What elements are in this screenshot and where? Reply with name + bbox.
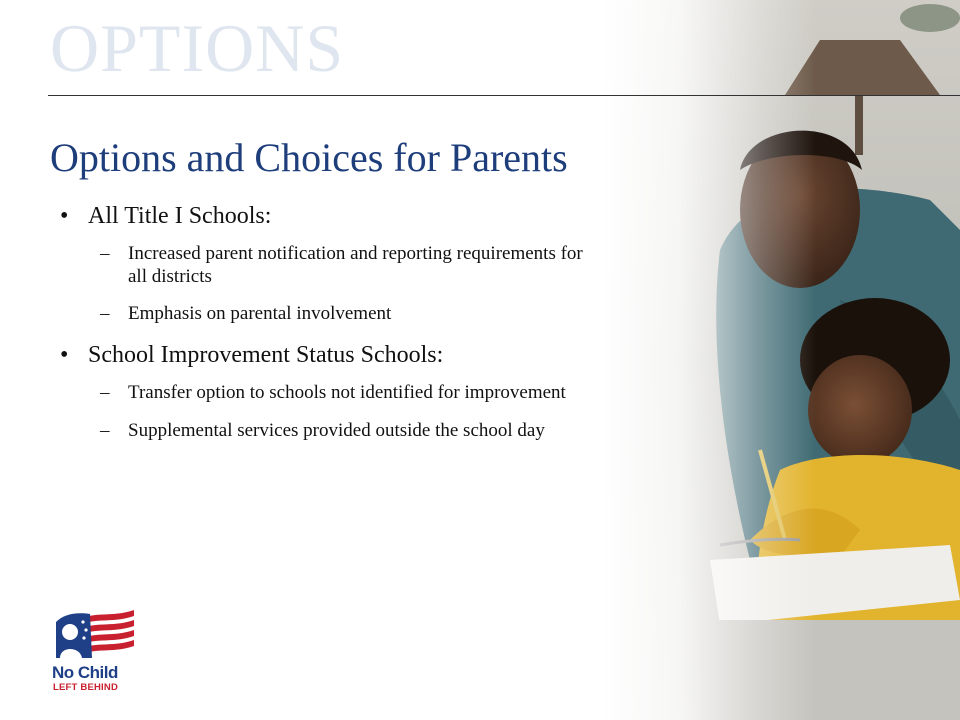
sub-bullet-marker: – bbox=[100, 242, 110, 264]
bullet-text: All Title I Schools: bbox=[88, 203, 272, 229]
bullet-item bbox=[60, 202, 620, 231]
sub-bullet-marker: – bbox=[100, 303, 110, 325]
sub-bullet-marker: – bbox=[100, 419, 110, 441]
sub-bullet-text: Increased parent notification and reporting requirements for all districts bbox=[128, 242, 583, 287]
sub-bullet-item bbox=[100, 303, 620, 326]
bullet-list bbox=[60, 196, 620, 458]
slide-heading: Options and Choices for Parents bbox=[50, 135, 568, 180]
bullet-marker: • bbox=[60, 342, 69, 369]
sub-bullet-text: Transfer option to schools not identified for improvement bbox=[128, 381, 566, 403]
sub-bullet-marker: – bbox=[100, 381, 110, 403]
sub-bullet-list bbox=[100, 243, 620, 326]
logo-text-left-behind: LEFT BEHIND bbox=[53, 682, 119, 693]
parent-child-photo bbox=[600, 0, 960, 720]
bullet-text: School Improvement Status Schools: bbox=[88, 342, 444, 369]
bullet-marker: • bbox=[60, 203, 69, 229]
sub-bullet-item bbox=[100, 420, 620, 443]
sub-bullet-text: Emphasis on parental involvement bbox=[128, 303, 392, 325]
sub-bullet-item bbox=[100, 382, 620, 405]
sub-bullet-text: Supplemental services provided outside the school day bbox=[128, 419, 545, 441]
logo-text-no-child: No Child bbox=[52, 663, 118, 682]
title-divider bbox=[48, 95, 960, 96]
sub-bullet-list bbox=[100, 382, 620, 443]
bullet-item bbox=[60, 341, 620, 370]
sub-bullet-item bbox=[100, 243, 620, 289]
watermark-title: OPTIONS bbox=[50, 10, 345, 86]
